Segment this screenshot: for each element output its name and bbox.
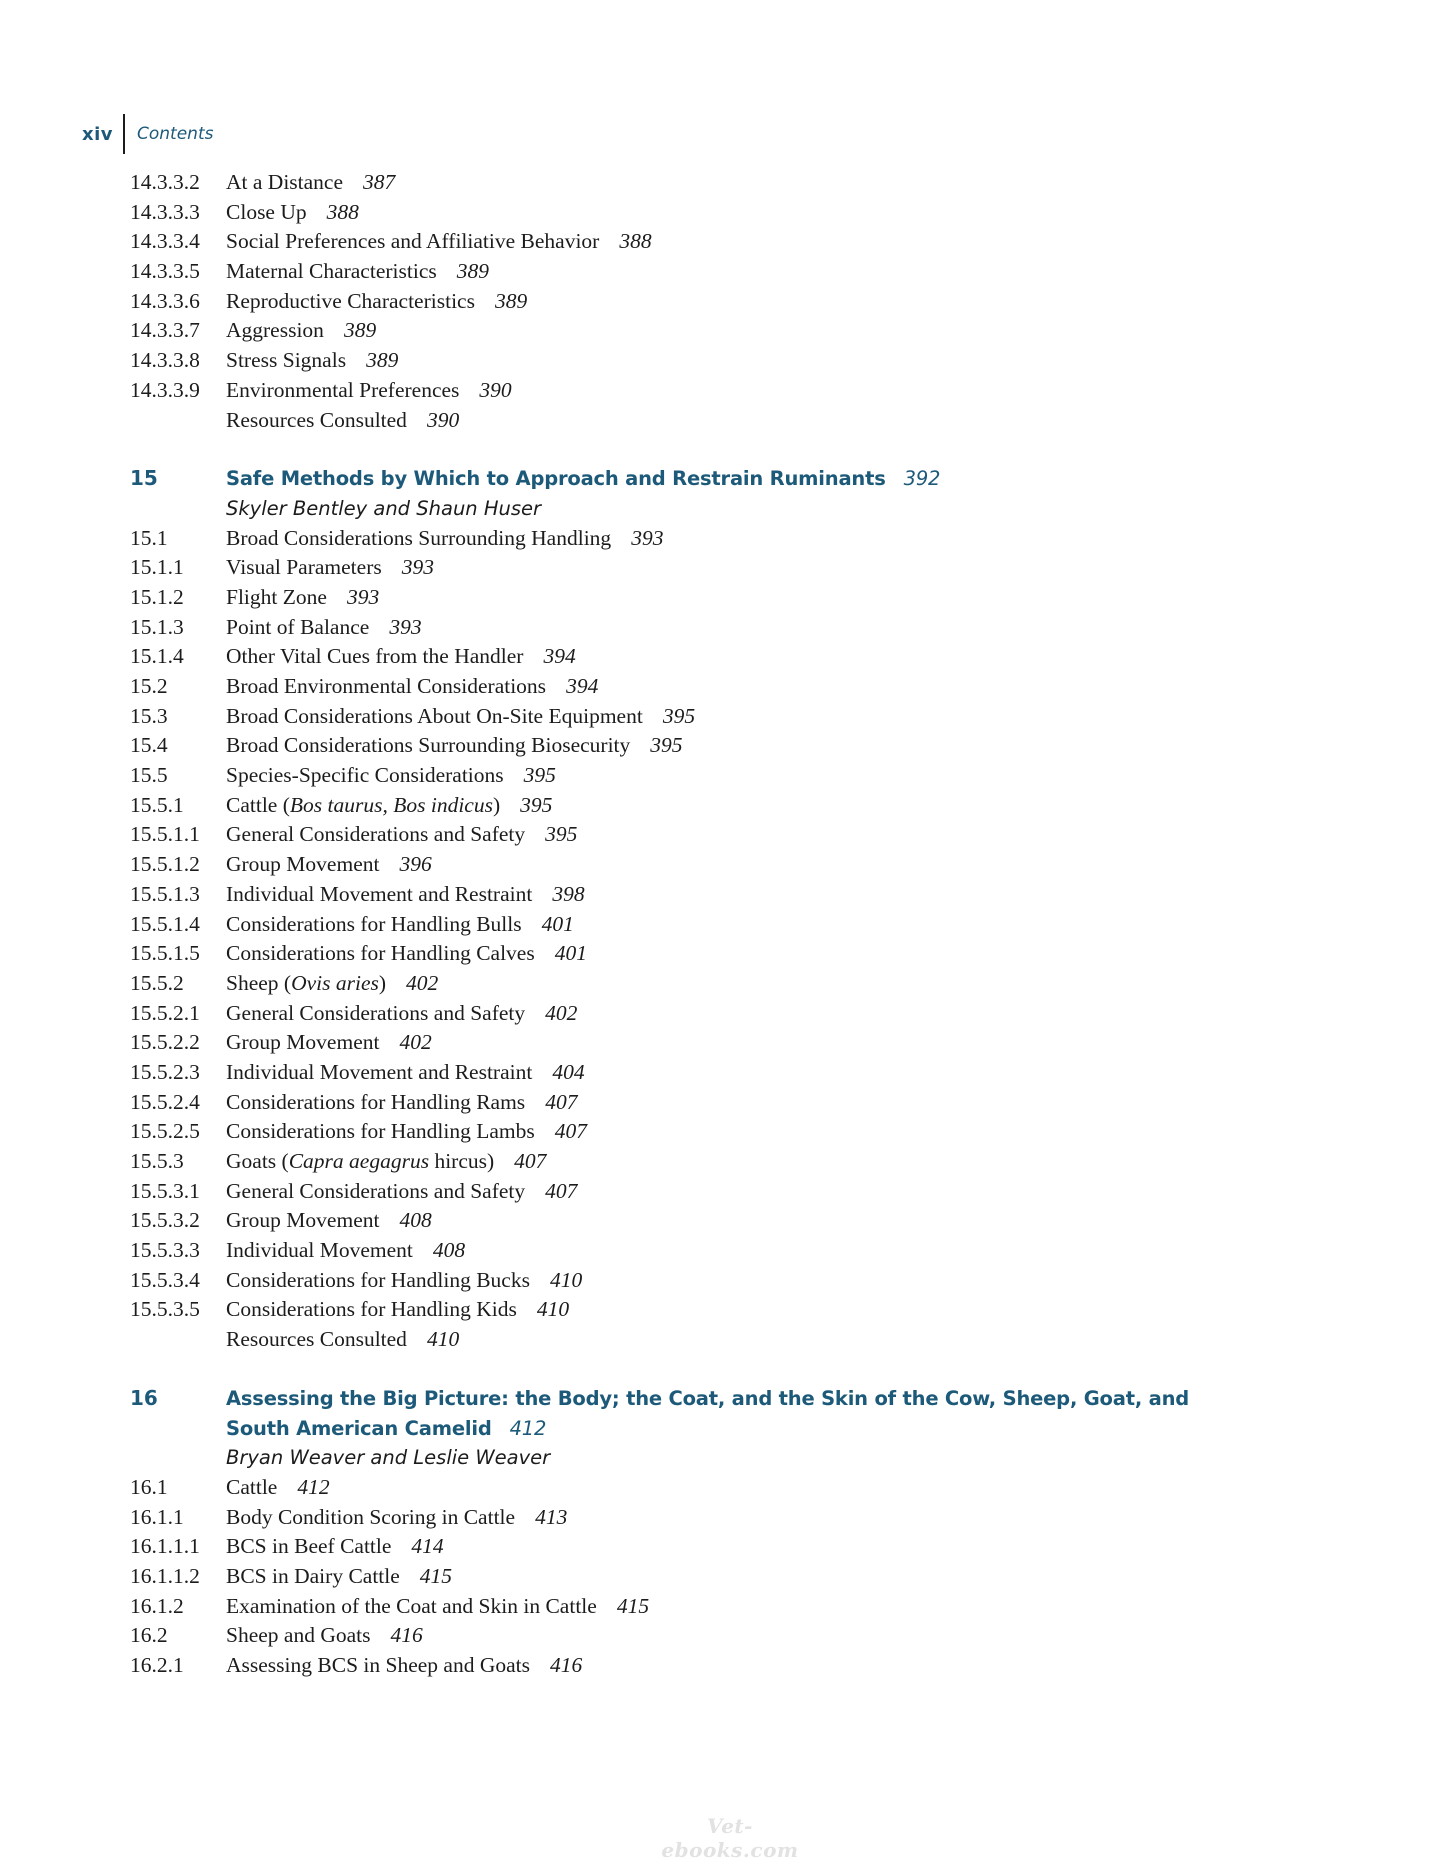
entry-title: Visual Parameters [226, 555, 382, 580]
entry-number: 14.3.3.6 [130, 288, 200, 313]
chapter-number: 15 [130, 466, 158, 491]
entry-title: Maternal Characteristics [226, 259, 437, 284]
entry-title: Close Up [226, 199, 307, 224]
entry-title: Resources Consulted [226, 407, 407, 432]
running-head [82, 112, 213, 156]
entry-number: 16.1.1 [130, 1504, 184, 1529]
entry-page: 415 [616, 1593, 650, 1618]
chapter-title: Assessing the Big Picture: the Body; the Coat, and the Skin of the Cow, Sheep, Goat, and South American Camelid [226, 1386, 1190, 1440]
entry-number: 15.4 [130, 733, 168, 758]
entry-title: Broad Considerations Surrounding Biosecurity [226, 733, 631, 758]
entry-page: 412 [297, 1474, 330, 1499]
entry-title-part: Ovis aries [291, 970, 379, 995]
entry-title: General Considerations and Safety [226, 1178, 526, 1203]
entry-text [226, 820, 577, 850]
entry-title-part: ) [492, 792, 501, 817]
entry-text [226, 1266, 582, 1296]
entry-page: 394 [543, 644, 576, 669]
toc-entry[interactable] [130, 376, 1290, 406]
toc-entry[interactable] [130, 1058, 1290, 1088]
entry-title: Resources Consulted [226, 1327, 407, 1352]
entry-text [226, 406, 459, 436]
toc-entry[interactable] [130, 702, 1290, 732]
entry-number: 15.5.1.1 [130, 822, 200, 847]
entry-page: 410 [549, 1267, 583, 1292]
toc-entry[interactable] [130, 1147, 1290, 1177]
entry-text [226, 1503, 567, 1533]
toc-entry[interactable] [130, 1503, 1290, 1533]
toc-entry[interactable] [130, 850, 1290, 880]
entry-page: 407 [514, 1149, 547, 1174]
entry-number: 14.3.3.3 [130, 199, 200, 224]
entry-number: 15.5.3.4 [130, 1267, 200, 1292]
entry-number: 16.1.1.1 [130, 1534, 200, 1559]
entry-title-part: Cattle ( [226, 792, 290, 817]
entry-text [226, 1651, 582, 1681]
entry-text [226, 227, 652, 257]
entry-page: 388 [619, 229, 652, 254]
entry-page: 395 [662, 703, 696, 728]
entry-title: Considerations for Handling Kids [226, 1297, 517, 1322]
toc-entry[interactable] [130, 406, 1290, 436]
entry-text [226, 1147, 546, 1177]
chapter-heading-16[interactable] [130, 1384, 1290, 1443]
entry-page: 402 [399, 1030, 432, 1055]
toc-entry[interactable] [130, 1325, 1290, 1355]
toc-entry[interactable] [130, 1117, 1290, 1147]
entry-text [226, 850, 432, 880]
toc-entry[interactable] [130, 999, 1290, 1029]
entry-title: Considerations for Handling Calves [226, 941, 535, 966]
entry-text [226, 1325, 459, 1355]
entry-number: 15.2 [130, 674, 168, 699]
entry-page: 394 [566, 674, 599, 699]
entry-text [226, 642, 576, 672]
toc-entry[interactable] [130, 1236, 1290, 1266]
entry-page: 393 [346, 584, 380, 609]
entry-number: 15.5.3.5 [130, 1297, 200, 1322]
entry-page: 389 [494, 288, 528, 313]
entry-title: Reproductive Characteristics [226, 288, 475, 313]
entry-text [226, 1088, 577, 1118]
entry-title: Sheep and Goats [226, 1623, 371, 1648]
toc-entry[interactable] [130, 731, 1290, 761]
entry-text [226, 168, 395, 198]
spacer [130, 435, 1290, 464]
entry-number: 15.1 [130, 525, 168, 550]
entry-page: 410 [536, 1297, 570, 1322]
entry-text [226, 672, 598, 702]
entry-page: 390 [479, 377, 512, 402]
entry-title: Broad Considerations Surrounding Handling [226, 525, 612, 550]
entry-text [226, 583, 379, 613]
entry-number: 15.5.2.2 [130, 1030, 200, 1055]
entry-title: General Considerations and Safety [226, 822, 526, 847]
chapter-page: 392 [903, 467, 941, 491]
entry-title: Considerations for Handling Rams [226, 1089, 526, 1114]
entry-text [226, 731, 683, 761]
entry-title: Aggression [226, 318, 324, 343]
entry-title: Group Movement [226, 1030, 380, 1055]
entry-page: 407 [545, 1089, 578, 1114]
toc-section-15 [130, 524, 1290, 1355]
page-number: xiv [82, 123, 114, 145]
toc-entry[interactable] [130, 524, 1290, 554]
entry-number: 15.5.1.2 [130, 852, 200, 877]
entry-page: 401 [554, 941, 587, 966]
entry-title: Assessing BCS in Sheep and Goats [226, 1653, 530, 1678]
entry-title: Broad Environmental Considerations [226, 674, 547, 699]
entry-page: 388 [326, 199, 359, 224]
entry-number: 15.5.2.5 [130, 1119, 200, 1144]
entry-page: 407 [545, 1178, 578, 1203]
toc-entry[interactable] [130, 1532, 1290, 1562]
entry-text [226, 1177, 577, 1207]
entry-text [226, 613, 422, 643]
entry-text [226, 198, 359, 228]
entry-text [226, 1473, 330, 1503]
chapter-authors: Skyler Bentley and Shaun Huser [226, 496, 542, 520]
spacer [130, 1355, 1290, 1384]
entry-text [226, 1206, 432, 1236]
entry-page: 396 [399, 852, 432, 877]
entry-number: 15.5.2 [130, 970, 184, 995]
entry-number: 14.3.3.8 [130, 348, 200, 373]
table-of-contents [130, 168, 1290, 1681]
toc-entry[interactable] [130, 1206, 1290, 1236]
toc-entry[interactable] [130, 553, 1290, 583]
toc-entry[interactable] [130, 791, 1290, 821]
toc-entry[interactable] [130, 939, 1290, 969]
toc-entry[interactable] [130, 583, 1290, 613]
entry-page: 395 [520, 792, 553, 817]
entry-title: Considerations for Handling Bulls [226, 911, 522, 936]
entry-text [226, 1621, 423, 1651]
entry-number: 14.3.3.4 [130, 229, 200, 254]
toc-entry[interactable] [130, 1266, 1290, 1296]
entry-number: 15.5.1.4 [130, 911, 200, 936]
entry-number: 15.5.1.5 [130, 941, 200, 966]
toc-entry[interactable] [130, 880, 1290, 910]
toc-entry[interactable] [130, 761, 1290, 791]
entry-title: Flight Zone [226, 584, 327, 609]
entry-title: Individual Movement and Restraint [226, 1059, 533, 1084]
entry-number: 15.5 [130, 763, 168, 788]
entry-text [226, 346, 398, 376]
entry-text [226, 1058, 585, 1088]
toc-entry[interactable] [130, 642, 1290, 672]
toc-entry[interactable] [130, 1592, 1290, 1622]
entry-page: 393 [631, 525, 664, 550]
entry-title: Cattle [226, 1474, 278, 1499]
entry-page: 408 [399, 1208, 432, 1233]
toc-entry[interactable] [130, 613, 1290, 643]
toc-entry[interactable] [130, 227, 1290, 257]
entry-title: At a Distance [226, 170, 344, 194]
toc-entry[interactable] [130, 1088, 1290, 1118]
entry-title-part: Bos taurus, Bos indicus [289, 792, 493, 817]
entry-text [226, 287, 527, 317]
entry-title-part: Capra aegagrus [288, 1149, 430, 1174]
entry-text [226, 1117, 587, 1147]
entry-text [226, 1592, 649, 1622]
chapter-title: Safe Methods by Which to Approach and Restrain Ruminants [226, 467, 886, 491]
entry-page: 410 [426, 1327, 460, 1352]
entry-text [226, 553, 434, 583]
entry-title: Point of Balance [226, 614, 370, 639]
entry-title: Environmental Preferences [226, 377, 460, 402]
entry-text [226, 376, 512, 406]
entry-number: 15.5.2.3 [130, 1059, 200, 1084]
entry-title: Other Vital Cues from the Handler [226, 644, 524, 669]
toc-entry[interactable] [130, 1177, 1290, 1207]
entry-title: BCS in Dairy Cattle [226, 1563, 400, 1588]
entry-number: 14.3.3.2 [130, 170, 200, 194]
entry-title: Group Movement [226, 852, 380, 877]
entry-number: 15.3 [130, 703, 168, 728]
entry-number: 16.2 [130, 1623, 168, 1648]
chapter-authors-16 [130, 1443, 1290, 1473]
entry-text [226, 791, 552, 821]
entry-title: Broad Considerations About On-Site Equipment [226, 703, 643, 728]
entry-page: 395 [523, 763, 556, 788]
toc-entry[interactable] [130, 910, 1290, 940]
entry-number: 15.1.2 [130, 584, 184, 609]
toc-entry[interactable] [130, 1621, 1290, 1651]
entry-number: 16.1 [130, 1474, 168, 1499]
toc-entry[interactable] [130, 257, 1290, 287]
entry-text [226, 524, 663, 554]
entry-number: 15.5.1 [130, 792, 184, 817]
toc-entry[interactable] [130, 1295, 1290, 1325]
entry-title: BCS in Beef Cattle [226, 1534, 392, 1559]
chapter-authors: Bryan Weaver and Leslie Weaver [226, 1446, 551, 1470]
entry-text [226, 1532, 444, 1562]
entry-title: Social Preferences and Affiliative Behavior [226, 229, 600, 254]
entry-number: 15.1.1 [130, 555, 184, 580]
entry-number: 14.3.3.5 [130, 259, 200, 284]
entry-page: 387 [363, 170, 396, 194]
entry-number: 16.2.1 [130, 1653, 184, 1678]
entry-page: 413 [535, 1504, 568, 1529]
entry-text [226, 761, 556, 791]
toc-entry[interactable] [130, 1651, 1290, 1681]
toc-entry[interactable] [130, 820, 1290, 850]
entry-number: 14.3.3.7 [130, 318, 200, 343]
toc-entry[interactable] [130, 346, 1290, 376]
entry-page: 408 [432, 1238, 466, 1263]
entry-title-part: ) [378, 970, 387, 995]
entry-text [226, 257, 489, 287]
entry-page: 416 [550, 1653, 583, 1678]
entry-title-part: hircus) [429, 1149, 495, 1174]
entry-page: 393 [389, 614, 422, 639]
entry-text [226, 999, 577, 1029]
toc-entry[interactable] [130, 1473, 1290, 1503]
entry-text [226, 702, 695, 732]
toc-entry[interactable] [130, 198, 1290, 228]
chapter-heading-15[interactable] [130, 464, 1290, 494]
toc-entry[interactable] [130, 316, 1290, 346]
entry-number: 15.5.2.4 [130, 1089, 200, 1114]
chapter-page: 412 [509, 1416, 547, 1440]
entry-page: 395 [650, 733, 683, 758]
section-label: Contents [137, 124, 214, 144]
toc-section-16 [130, 1473, 1290, 1681]
entry-text [226, 939, 587, 969]
entry-text [226, 1295, 569, 1325]
header-divider [123, 114, 125, 154]
chapter-number: 16 [130, 1385, 158, 1410]
entry-title: Individual Movement [226, 1238, 413, 1263]
entry-page: 389 [366, 348, 399, 373]
entry-page: 390 [426, 407, 460, 432]
entry-text [226, 1236, 465, 1266]
entry-page: 398 [552, 881, 585, 906]
entry-number: 15.5.2.1 [130, 1000, 200, 1025]
entry-page: 401 [541, 911, 574, 936]
chapter-authors-15 [130, 494, 1290, 524]
entry-number: 16.1.2 [130, 1593, 184, 1618]
watermark-logo: Vet-ebooks.com [661, 1814, 799, 1862]
entry-title: Considerations for Handling Lambs [226, 1119, 535, 1144]
entry-title: Individual Movement and Restraint [226, 881, 533, 906]
entry-page: 415 [419, 1563, 453, 1588]
entry-number: 14.3.3.9 [130, 377, 200, 402]
toc-section-14 [130, 168, 1290, 435]
entry-title: Species-Specific Considerations [226, 763, 504, 788]
entry-title-part: Goats ( [226, 1149, 289, 1174]
entry-number: 15.5.3.1 [130, 1178, 200, 1203]
entry-title: Body Condition Scoring in Cattle [226, 1504, 516, 1529]
entry-text [226, 316, 376, 346]
entry-number: 15.5.3.3 [130, 1238, 200, 1263]
entry-title: Stress Signals [226, 348, 347, 373]
toc-entry[interactable] [130, 969, 1290, 999]
entry-page: 393 [401, 555, 434, 580]
entry-page: 414 [411, 1534, 444, 1559]
entry-number: 16.1.1.2 [130, 1563, 200, 1588]
entry-page: 404 [552, 1059, 585, 1084]
entry-page: 389 [456, 259, 489, 284]
entry-number: 15.1.3 [130, 614, 184, 639]
entry-page: 395 [545, 822, 578, 847]
entry-title: Considerations for Handling Bucks [226, 1267, 530, 1292]
entry-text [226, 910, 574, 940]
entry-title-part: Sheep ( [226, 970, 292, 995]
toc-entry[interactable] [130, 287, 1290, 317]
toc-entry[interactable] [130, 1028, 1290, 1058]
entry-number: 15.1.4 [130, 644, 184, 669]
entry-title: General Considerations and Safety [226, 1000, 526, 1025]
toc-entry[interactable] [130, 168, 1290, 198]
entry-number: 15.5.3.2 [130, 1208, 200, 1233]
entry-text [226, 969, 438, 999]
toc-entry[interactable] [130, 1562, 1290, 1592]
entry-title: Examination of the Coat and Skin in Cattle [226, 1593, 597, 1618]
entry-number: 15.5.3 [130, 1149, 184, 1174]
entry-text [226, 1562, 452, 1592]
toc-entry[interactable] [130, 672, 1290, 702]
entry-text [226, 1028, 432, 1058]
entry-page: 416 [390, 1623, 423, 1648]
entry-title: Group Movement [226, 1208, 380, 1233]
entry-text [226, 880, 585, 910]
entry-page: 407 [554, 1119, 587, 1144]
entry-number: 15.5.1.3 [130, 881, 200, 906]
entry-page: 402 [545, 1000, 578, 1025]
entry-page: 389 [343, 318, 377, 343]
entry-page: 402 [406, 970, 439, 995]
